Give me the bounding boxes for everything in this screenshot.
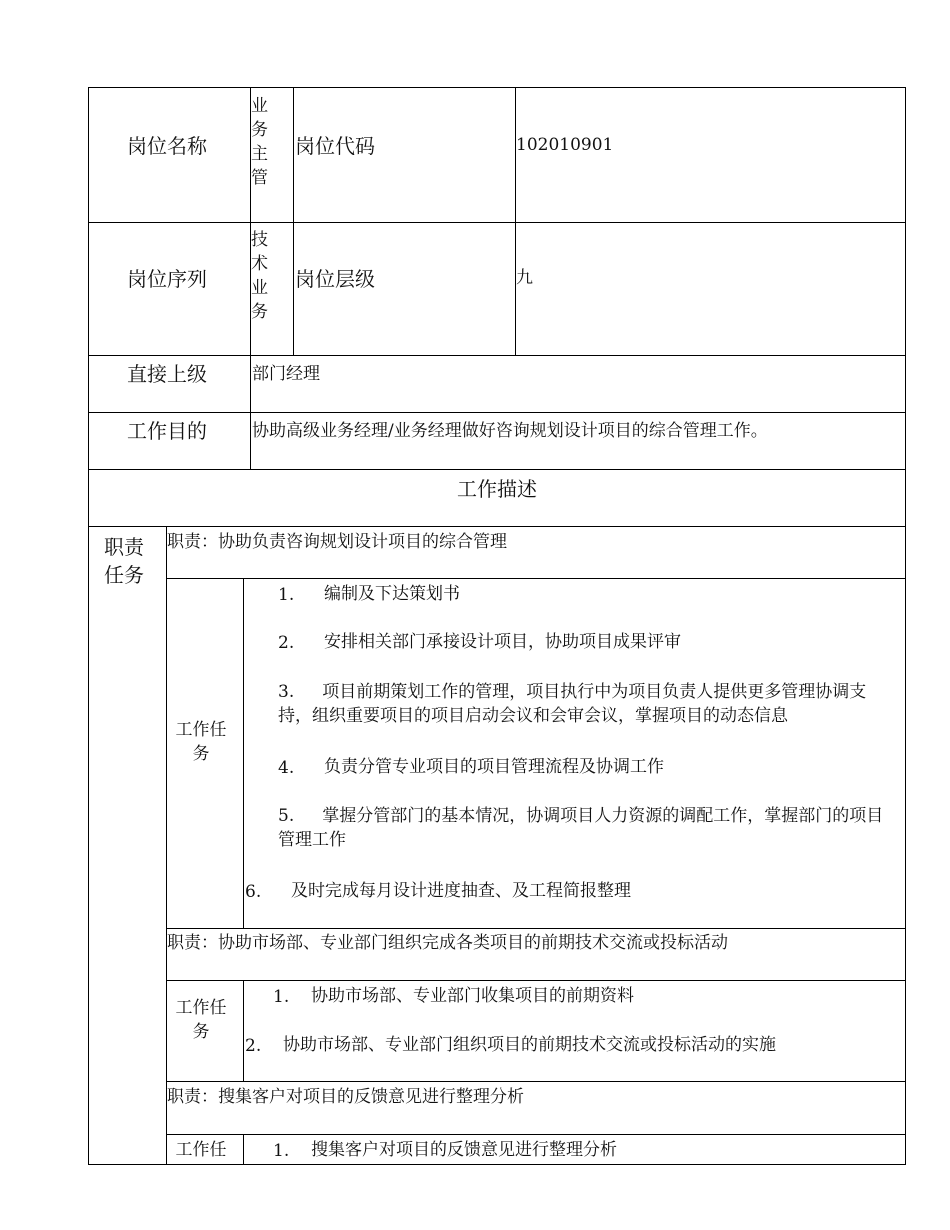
task-text: 协助市场部、专业部门收集项目的前期资料 [311,986,634,1006]
position-series-value: 技术业务 [251,230,268,322]
task-number: 6. [245,882,262,902]
position-code-value: 102010901 [516,135,614,155]
task-number: 1. [273,987,290,1007]
purpose-label: 工作目的 [127,419,207,443]
position-level-value: 九 [516,268,533,288]
row-divider [88,526,906,527]
row-divider [88,469,906,470]
supervisor-label: 直接上级 [127,362,207,386]
task-text: 编制及下达策划书 [324,584,460,604]
column-divider [515,87,516,355]
purpose-value: 协助高级业务经理/业务经理做好咨询规划设计项目的综合管理工作。 [252,421,768,441]
column-divider [293,87,294,355]
position-level-label: 岗位层级 [295,267,375,291]
task-number: 1. [278,585,295,605]
column-divider [243,578,244,928]
position-name-value: 业务主管 [251,96,268,188]
duty-title: 职责：协助市场部、专业部门组织完成各类项目的前期技术交流或投标活动 [167,933,728,953]
row-divider [166,578,906,579]
task-number: 4. [278,758,295,778]
row-divider [166,928,906,929]
task-number: 2. [278,633,295,653]
task-number: 3. [278,682,295,702]
position-series-label: 岗位序列 [127,267,207,291]
task-text: 协助市场部、专业部门组织项目的前期技术交流或投标活动的实施 [283,1035,776,1055]
task-label: 工作任务 [175,998,227,1042]
task-text: 及时完成每月设计进度抽查、及工程简报整理 [291,881,631,901]
column-divider [243,980,244,1081]
column-divider [166,526,167,1165]
supervisor-value: 部门经理 [252,364,320,384]
description-title: 工作描述 [457,477,537,501]
row-divider [88,355,906,356]
task-label: 工作任务 [175,720,227,764]
task-item [278,804,888,852]
duties-label: 职责任务 [104,535,144,587]
task-item [278,680,888,728]
task-text: 负责分管专业项目的项目管理流程及协调工作 [324,757,664,777]
task-number: 2. [245,1036,262,1056]
task-text: 搜集客户对项目的反馈意见进行整理分析 [311,1140,617,1160]
column-divider [243,1134,244,1165]
task-number: 5. [278,806,295,826]
task-text: 掌握分管部门的基本情况，协调项目人力资源的调配工作，掌握部门的项目管理工作 [278,806,884,850]
duty-title: 职责：搜集客户对项目的反馈意见进行整理分析 [167,1087,524,1107]
task-text: 安排相关部门承接设计项目，协助项目成果评审 [324,632,681,652]
row-divider [166,1081,906,1082]
row-divider [166,980,906,981]
row-divider [166,1134,906,1135]
row-divider [88,222,906,223]
position-code-label: 岗位代码 [295,134,375,158]
duty-title: 职责：协助负责咨询规划设计项目的综合管理 [167,532,507,552]
row-divider [88,412,906,413]
position-name-label: 岗位名称 [127,134,207,158]
task-text: 项目前期策划工作的管理，项目执行中为项目负责人提供更多管理协调支持，组织重要项目的项目启动会议和会审会议，掌握项目的动态信息 [278,682,867,726]
task-label: 工作任 [175,1140,227,1160]
task-number: 1. [273,1141,290,1161]
